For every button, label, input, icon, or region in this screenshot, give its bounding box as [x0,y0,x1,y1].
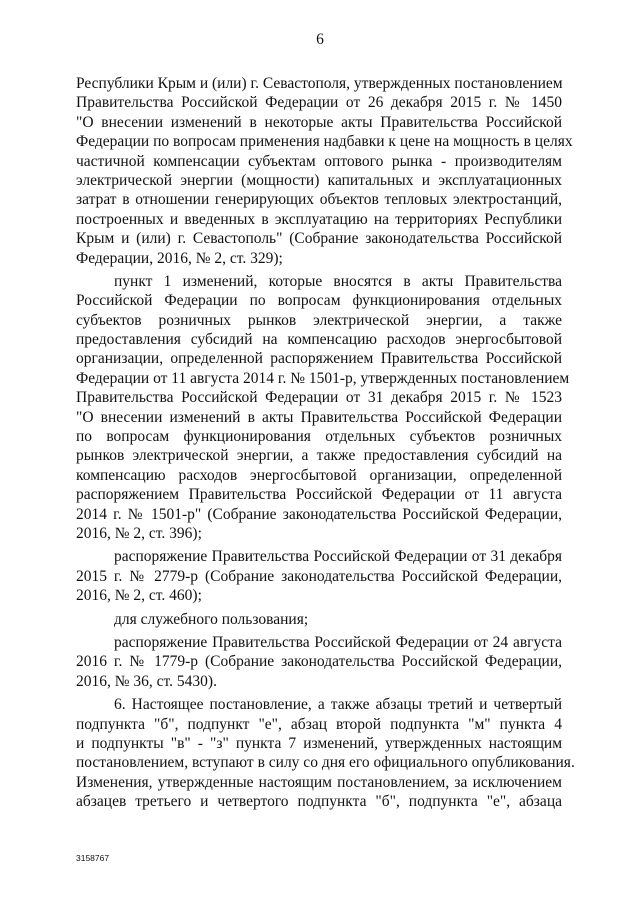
text-line: распоряжением Правительства Российской Федерации от 11 августа [76,486,562,504]
text-line: Российской Федерации по вопросам функционирования отдельных [76,292,562,310]
text-line: абзацев третьего и четвертого подпункта "б", подпункта "е", абзаца [76,793,562,811]
paragraph [76,633,562,691]
document-body [76,74,575,811]
text-line: 2016, № 2, ст. 460); [76,587,202,605]
text-line: компенсацию расходов энергосбытовой организации, определенной [76,466,562,484]
text-line: Правительства Российской Федерации от 26 декабря 2015 г. № 1450 [76,94,562,112]
text-line: организации, определенной распоряжением Правительства Российской [76,350,562,368]
paragraph [76,610,562,629]
text-line: Изменения, утвержденные настоящим постановлением, за исключением [76,773,562,791]
text-line: затрат в отношении генерирующих объектов тепловых электростанций, [76,191,562,209]
text-line: "О внесении изменений в некоторые акты Правительства Российской [76,113,562,131]
text-line: пункт 1 изменений, которые вносятся в акты Правительства [114,272,562,290]
text-line: Правительства Российской Федерации от 31 декабря 2015 г. № 1523 [76,389,562,407]
text-line: 2016, № 36, ст. 5430). [76,672,217,690]
text-line: постановлением, вступают в силу со дня его официального опубликования. [76,754,575,772]
text-line: предоставления субсидий на компенсацию расходов энергосбытовой [76,331,562,349]
text-line: рынков электрической энергии, а также предоставления субсидий на [76,447,562,465]
text-line: по вопросам функционирования отдельных субъектов розничных [76,428,562,446]
text-line: субъектов розничных рынков электрической энергии, а также [76,311,562,329]
text-line: распоряжение Правительства Российской Федерации от 24 августа [114,633,562,651]
text-line: 6. Настоящее постановление, а также абзацы третий и четвертый [114,696,562,714]
text-line: 2016 г. № 1779-р (Собрание законодательства Российской Федерации, [76,653,562,671]
text-line: частичной компенсации субъектам оптового рынка - производителям [76,152,562,170]
paragraph [76,74,573,268]
text-line: Республики Крым и (или) г. Севастополя, утвержденных постановлением [76,75,563,92]
text-line: Крым и (или) г. Севастополь" (Собрание законодательства Российской [76,230,562,248]
text-line: распоряжение Правительства Российской Федерации от 31 декабря [114,548,562,566]
text-line: 2016, № 2, ст. 396); [76,524,202,542]
paragraph [76,695,575,811]
page-number: 6 [316,31,324,48]
paragraph [76,547,562,605]
text-line: "О внесении изменений в акты Правительства Российской Федерации [76,408,562,426]
text-line: для служебного пользования; [114,610,309,628]
text-line: построенных и введенных в эксплуатацию на территориях Республики [76,210,562,228]
text-line: и подпункты "в" - "з" пункта 7 изменений, утвержденных настоящим [76,734,562,752]
text-line: Федерации по вопросам применения надбавки к цене на мощность в целях [76,133,573,151]
text-line: электрической энергии (мощности) капитальных и эксплуатационных [76,171,562,189]
text-line: 2014 г. № 1501-р" (Собрание законодательства Российской Федерации, [76,505,562,523]
text-line: подпункта "б", подпункт "е", абзац второй подпункта "м" пункта 4 [76,715,562,733]
text-line: Федерации, 2016, № 2, ст. 329); [76,249,283,267]
text-line: 2015 г. № 2779-р (Собрание законодательства Российской Федерации, [76,567,562,585]
document-id: 3158767 [76,853,110,863]
paragraph [76,272,570,543]
text-line: Федерации от 11 августа 2014 г. № 1501-р, утвержденных постановлением [76,369,570,387]
